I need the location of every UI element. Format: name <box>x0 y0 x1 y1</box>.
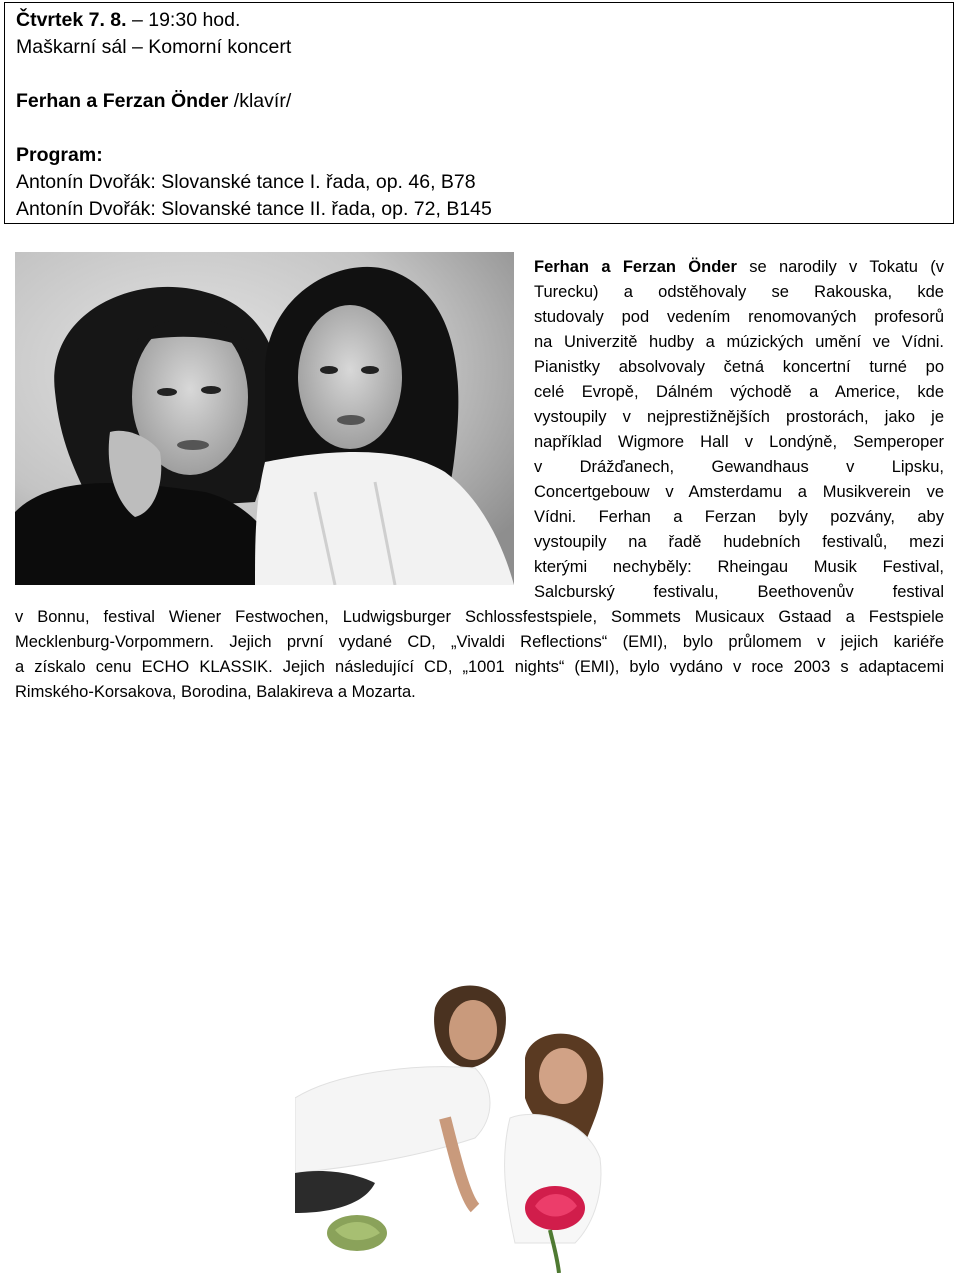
program-label: Program: <box>16 144 103 166</box>
bio-line: a získalo cenu ECHO KLASSIK. Jejich následující CD, „1001 nights“ (EMI), bylo vydáno v roce 2003 s adaptacemi <box>15 658 944 676</box>
bio-line: Vídni. Ferhan a Ferzan byly pozvány, aby <box>534 508 944 526</box>
bio-name: Ferhan a Ferzan Önder <box>534 258 737 276</box>
bio-line: například Wigmore Hall v Londýně, Semperoper <box>534 433 944 451</box>
performers-line <box>16 88 953 115</box>
bio-text-column <box>534 255 944 605</box>
concert-time: – 19:30 hod. <box>126 9 241 31</box>
bio-line: kterými nechyběly: Rheingau Musik Festival, <box>534 558 944 576</box>
bio-line: celé Evropě, Dálném východě a Americe, kde <box>534 383 944 401</box>
concert-date: Čtvrtek 7. 8. <box>16 9 127 31</box>
date-time-line <box>16 7 953 34</box>
bio-line: studovaly pod vedením renomovaných profesorů <box>534 308 944 326</box>
duo-lying-photo <box>295 968 615 1273</box>
bio-line: vystoupily na řadě hudebních festivalů, mezi <box>534 533 944 551</box>
bio-text-full <box>15 605 944 705</box>
bio-line: vystoupily v nejprestižnějších prostorách, jako je <box>534 408 944 426</box>
program-item: Antonín Dvořák: Slovanské tance I. řada, op. 46, B78 <box>16 171 476 193</box>
concert-info-box <box>4 2 954 224</box>
bio-line: Pianistky absolvovaly četná koncertní turné po <box>534 358 944 376</box>
bio-line: Concertgebouw v Amsterdamu a Musikverein ve <box>534 483 944 501</box>
performers-instrument: /klavír/ <box>228 90 292 112</box>
bio-line: v Drážďanech, Gewandhaus v Lipsku, <box>534 458 944 476</box>
bio-line: Mecklenburg-Vorpommern. Jejich první vydané CD, „Vivaldi Reflections“ (EMI), bylo průlomem v jejich kariéře <box>15 633 944 651</box>
bio-line: Rimského-Korsakova, Borodina, Balakireva a Mozarta. <box>15 683 416 701</box>
program-item: Antonín Dvořák: Slovanské tance II. řada, op. 72, B145 <box>16 198 492 220</box>
bio-line: Salcburský festivalu, Beethovenův festival <box>534 583 944 601</box>
bio-line: Turecku) a odstěhovaly se Rakouska, kde <box>534 283 944 301</box>
performers-name: Ferhan a Ferzan Önder <box>16 90 229 112</box>
concert-venue: Maškarní sál – Komorní koncert <box>16 36 292 58</box>
duo-portrait-photo <box>15 252 514 585</box>
bio-line: Ferhan a Ferzan Önder se narodily v Tokatu (v <box>534 258 944 276</box>
bio-line: v Bonnu, festival Wiener Festwochen, Ludwigsburger Schlossfestspiele, Sommets Musicaux Gstaad a Festspiele <box>15 608 944 626</box>
bio-line: na Univerzitě hudby a múzických umění ve Vídni. <box>534 333 944 351</box>
